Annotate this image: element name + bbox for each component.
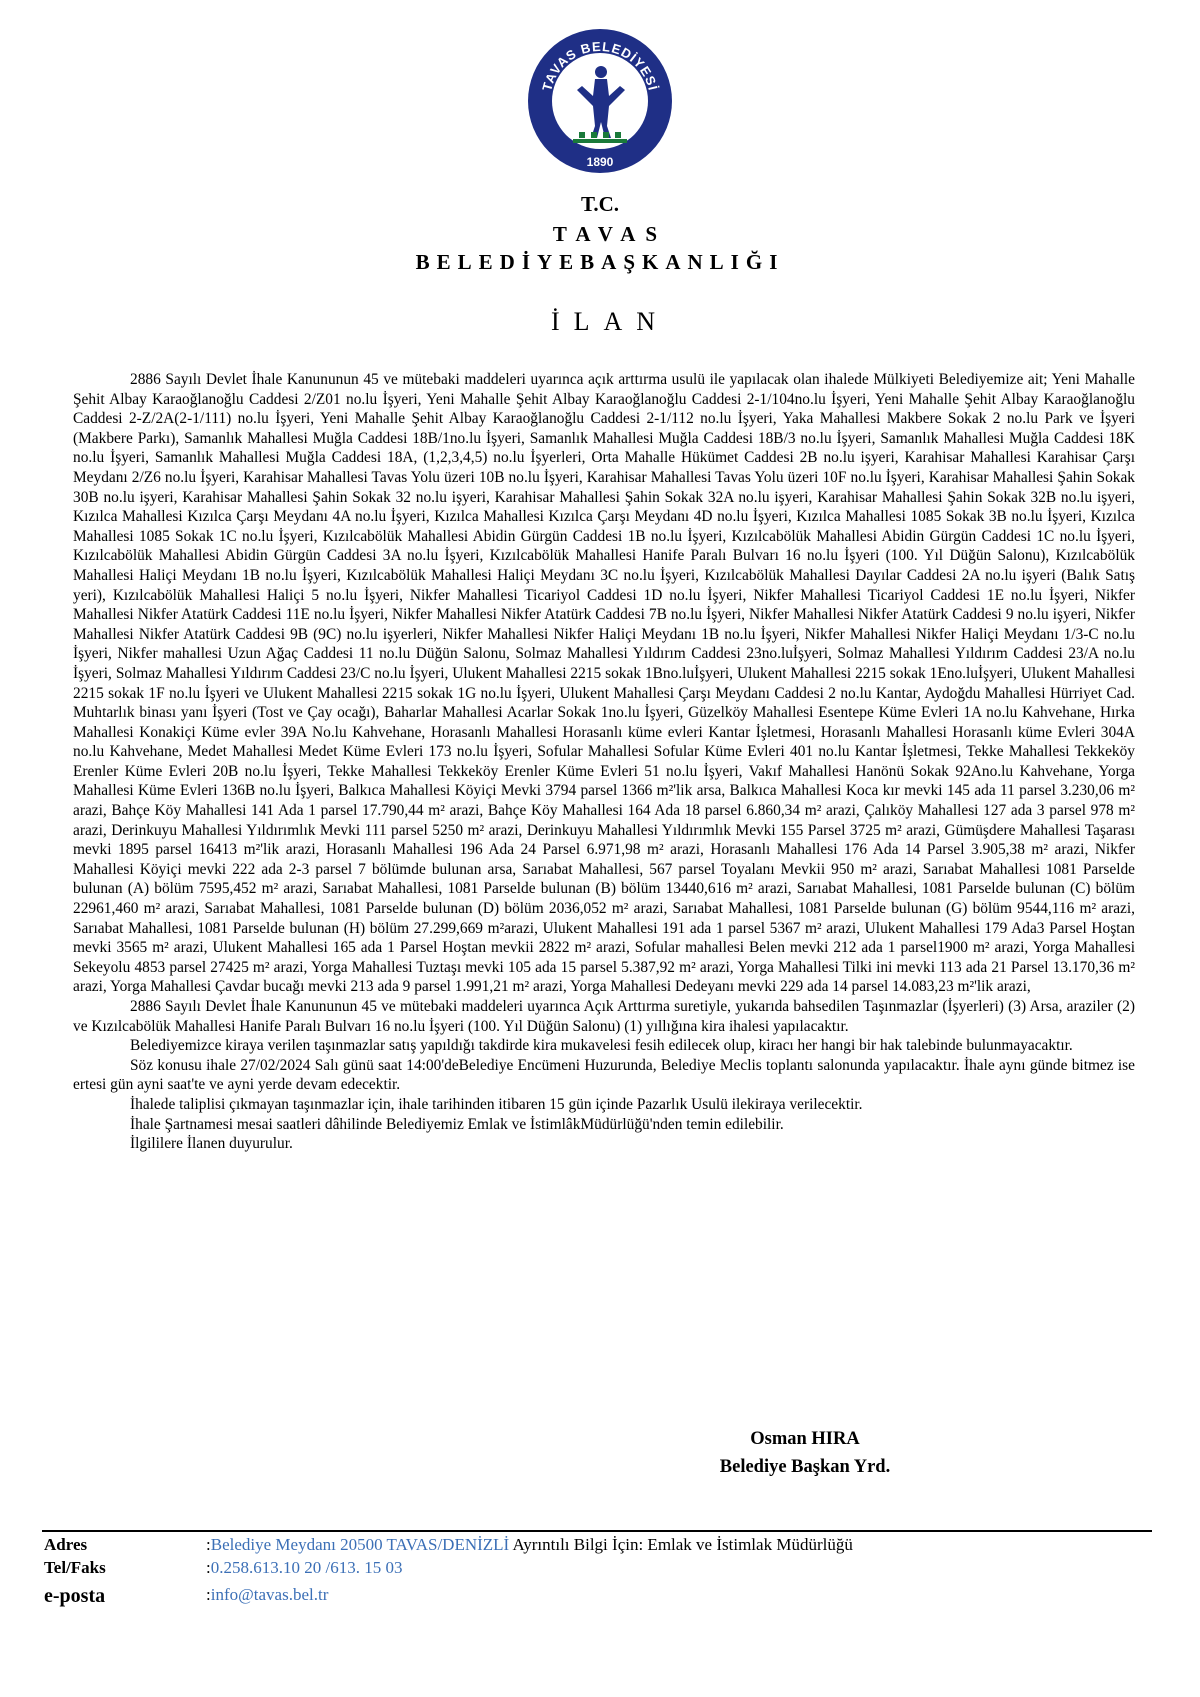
tel-value: 0.258.613.10 20 /613. 15 03 <box>210 1558 403 1577</box>
paragraph-property-list: 2886 Sayılı Devlet İhale Kanununun 45 ve mütebaki maddeleri uyarınca açık arttırma usulü ile yapılacak olan ihalede Mülkiyeti Belediyemize ait; Yeni Mahalle Şehit Albay Karaoğlanoğlu Caddesi 2/Z01 no.lu İşyeri, Yeni Mahalle Şehit Albay Karaoğlanoğlu Caddesi 2-1/104no.lu İşyeri, Yeni Mahalle Şehit Albay Karaoğlanoğlu Caddesi 2-Z/2A(2-1/111) no.lu İşyeri, Yeni Mahalle Şehit Albay Karaoğlanoğlu Caddesi 2-1/112 no.lu İşyeri, Yaka Mahallesi Makbere Sokak 2 no.lu Park ve İşyeri (Makbere Parkı), Samanlık Mahallesi Muğla Caddesi 18B/1no.lu İşyeri, Samanlık Mahallesi Muğla Caddesi 18B/3 no.lu İşyeri, Samanlık Mahallesi Muğla Caddesi 18K no.lu İşyeri, Samanlık Mahallesi Muğla Caddesi 18A, (1,2,3,4,5) no.lu İşyerleri, Orta Mahalle Hükümet Caddesi 2B no.lu işyeri, Karahisar Mahallesi Karahisar Çarşı Meydanı 2/Z6 no.lu İşyeri, Karahisar Mahallesi Tavas Yolu üzeri 10B no.lu İşyeri, Karahisar Mahallesi Tavas Yolu üzeri 10F no.lu İşyeri, Karahisar Mahallesi Şahin Sokak 30B no.lu işyeri, Karahisar Mahallesi Şahin Sokak 32 no.lu işyeri, Karahisar Mahallesi Şahin Sokak 32A no.lu işyeri, Karahisar Mahallesi Şahin Sokak 32B no.lu işyeri, Kızılca Mahallesi Kızılca Çarşı Meydanı 4A no.lu İşyeri, Kızılca Mahallesi Kızılca Çarşı Meydanı 4D no.lu İşyeri, Kızılca Mahallesi 1085 Sokak 3B no.lu İşyeri, Kızılca Mahallesi 1085 Sokak 1C no.lu İşyeri, Kızılcabölük Mahallesi Abidin Gürgün Caddesi 1B no.lu İşyeri, Kızılcabölük Mahallesi Abidin Gürgün Caddesi 1C no.lu İşyeri, Kızılcabölük Mahallesi Abidin Gürgün Caddesi 3A no.lu İşyeri, Kızılcabölük Mahallesi Hanife Paralı Bulvarı 16 no.lu İşyeri (100. Yıl Düğün Salonu), Kızılcabölük Mahallesi Haliçi Meydanı 1B no.lu İşyeri, Kızılcabölük Mahallesi Haliçi Meydanı 3C no.lu İşyeri, Kızılcabölük Mahallesi Dayılar Caddesi 2A no.lu işyeri (Balık Satış yeri), Kızılcabölük Mahallesi Haliçi 5 no.lu İşyeri, Nikfer Mahallesi Ticariyol Caddesi 1D no.lu İşyeri, Nikfer Mahallesi Ticariyol Caddesi 1E no.lu İşyeri, Nikfer Mahallesi Nikfer Atatürk Caddesi 11E no.lu İşyeri, Nikfer Mahallesi Nikfer Atatürk Caddesi 7B no.lu İşyeri, Nikfer Mahallesi Nikfer Atatürk Caddesi 9 no.lu işyeri, Nikfer Mahallesi Nikfer Atatürk Caddesi 9B (9C) no.lu işyerleri, Nikfer Mahallesi Nikfer Haliçi Meydanı 1B no.lu İşyeri, Nikfer Mahallesi Nikfer Haliçi Meydanı 1/3-C no.lu İşyeri, Nikfer mahallesi Uzun Ağaç Caddesi 11 no.lu Düğün Salonu, Solmaz Mahallesi Yıldırım Caddesi 23no.luİşyeri, Solmaz Mahallesi Yıldırım Caddesi 23/A no.lu İşyeri, Solmaz Mahallesi Yıldırım Caddesi 23/C no.lu İşyeri, Ulukent Mahallesi 2215 sokak 1Bno.luİşyeri, Ulukent Mahallesi 2215 sokak 1Eno.luİşyeri, Ulukent Mahallesi 2215 sokak 1F no.lu İşyeri ve Ulukent Mahallesi 2215 sokak 1G no.lu İşyeri, Ulukent Mahallesi Çarşı Meydanı Caddesi 2 no.lu Kantar, Aydoğdu Mahallesi Hürriyet Cad. Muhtarlık binası yanı İşyeri (Tost ve Çay ocağı), Baharlar Mahallesi Acarlar Sokak 1no.lu İşyeri, Güzelköy Mahallesi Esentepe Küme Evleri 1A no.lu Kahvehane, Hırka Mahallesi Konakiçi Küme evler 39A No.lu Kahvehane, Horasanlı Mahallesi Horasanlı küme evleri Kantar İşletmesi, Horasanlı Mahallesi Horasanlı küme Evleri 304A no.lu Kahvehane, Medet Mahallesi Medet Küme Evleri 173 no.lu İşyeri, Sofular Mahallesi Sofular Küme Evleri 401 no.lu Kantar İşletmesi, Tekke Mahallesi Tekkeköy Erenler Küme Evleri 20B no.lu İşyeri, Tekke Mahallesi Tekkeköy Erenler Küme Evleri 51 no.lu İşyeri, Vakıf Mahallesi Hanönü Sokak 92Ano.lu Kahvehane, Yorga Mahallesi Küme Evleri 136B no.lu İşyeri, Balkıca Mahallesi Köyiçi Mevki 3794 parsel 1366 m²'lik arsa, Balkıca Mahallesi Koca kır mevki 145 ada 11 parsel 3.230,06 m² arazi, Bahçe Köy Mahallesi 141 Ada 1 parsel 17.790,44 m² arazi, Bahçe Köy Mahallesi 164 Ada 18 parsel 6.860,34 m² arazi, Çalıköy Mahallesi 127 ada 3 parsel 978 m² arazi, Derinkuyu Mahallesi Yıldırımlık Mevki 111 parsel 5250 m² arazi, Derinkuyu Mahallesi Yıldırımlık Mevki 155 Parsel 3725 m² arazi, Gümüşdere Mahallesi Taşarası mevki 1895 parsel 16413 m²'lik arazi, Horasanlı Mahallesi 196 Ada 24 Parsel 6.971,98 m² arazi, Horasanlı Mahallesi 176 Ada 14 Parsel 3.905,38 m² arazi, Nikfer Mahallesi Köyiçi mevki 222 ada 2-3 parsel 7 bölümde bulunan arsa, Sarıabat Mahallesi, 567 parsel Toyalanı Mevkii 950 m² arazi, Sarıabat Mahallesi 1081 Parselde bulunan (A) bölüm 7595,452 m² arazi, Sarıabat Mahallesi, 1081 Parselde bulunan (B) bölüm 13440,616 m² arazi, Sarıabat Mahallesi, 1081 Parselde bulunan (C) bölüm 22961,460 m² arazi, Sarıabat Mahallesi, 1081 Parselde bulunan (D) bölüm 2036,052 m² arazi, Sarıabat Mahallesi, 1081 Parselde bulunan (G) bölüm 9544,116 m² arazi, Sarıabat Mahallesi, 1081 Parselde bulunan (H) bölüm 27.299,669 m²arazi, Ulukent Mahallesi 191 ada 1 parsel 5367 m² arazi, Ulukent Mahallesi 179 Ada3 Parsel Hoştan mevki 3565 m² arazi, Ulukent Mahallesi 165 ada 1 Parsel Hoştan mevkii 2822 m² arazi, Sofular mahallesi Belen mevki 212 ada 1 parsel1900 m² arazi, Yorga Mahallesi Sekeyolu 4853 parsel 27425 m² arazi, Yorga Mahallesi Tuztaşı mevki 105 ada 15 parsel 5.387,92 m² arazi, Yorga Mahallesi Tilki ini mevki 113 ada 21 Parsel 13.170,36 m² arazi, Yorga Mahallesi Çavdar bucağı mevki 213 ada 9 parsel 1.991,21 m² arazi, Yorga Mahallesi Dedeyanı mevki 229 ada 14 parsel 14.083,23 m²'lik arazi, <box>73 371 1135 996</box>
footer-divider <box>42 1530 1152 1532</box>
header-tavas: TAVAS <box>552 222 668 246</box>
logo-year: 1890 <box>586 155 614 169</box>
header-tc: T.C. <box>580 192 620 216</box>
signatory-title: Belediye Başkan Yrd. <box>719 1457 891 1477</box>
paragraph-lease-termination: Belediyemizce kiraya verilen taşınmazlar satış yapıldığı takdirde kira mukavelesi fesih edilecek olup, kiracı her hangi bir hak talebinde bulunmayacaktır. <box>130 1037 1073 1055</box>
header-belediye-baskanligi: BELEDİYEBAŞKANLIĞI <box>415 250 785 274</box>
tel-value-wrap: :0.258.613.10 20 /613. 15 03 <box>206 1558 403 1577</box>
municipality-logo <box>525 26 675 176</box>
email-label: e-posta <box>44 1585 106 1607</box>
email-link[interactable]: info@tavas.bel.tr <box>210 1585 329 1604</box>
paragraph-tender-basis: 2886 Sayılı Devlet İhale Kanununun 45 ve mütebaki maddeleri uyarınca Açık Arttırma suretiyle, yukarıda bahsedilen Taşınmazlar (İşyerleri) (3) Arsa, araziler (2) ve Kızılcabölük Mahallesi Hanife Paralı Bulvarı 16 no.lu İşyeri (100. Yıl Düğün Salonu) (1) yıllığına kira ihalesi yapılacaktır. <box>73 998 1135 1035</box>
logo-emblem-icon <box>525 26 675 176</box>
paragraph-closing: İlgililere İlanen duyurulur. <box>130 1135 293 1153</box>
announcement-body <box>73 370 1135 1154</box>
document-title: İLAN <box>550 307 670 336</box>
address-extra: Ayrıntılı Bilgi İçin: Emlak ve İstimlak Müdürlüğü <box>512 1535 853 1554</box>
signatory-name: Osman HIRA <box>750 1429 860 1449</box>
logo-ring-text: TAVAS BELEDİYESİ <box>539 38 661 93</box>
paragraph-tender-date: Söz konusu ihale 27/02/2024 Salı günü saat 14:00'deBelediye Encümeni Huzurunda, Belediye Meclis toplantı salonunda yapılacaktır. İhale aynı günde bitmez ise ertesi gün ayni saat'te ve ayni yerde devam edecektir. <box>73 1056 1135 1094</box>
address-label: Adres <box>44 1535 88 1554</box>
tel-label: Tel/Faks <box>44 1558 106 1577</box>
paragraph-negotiation: İhalede taliplisi çıkmayan taşınmazlar için, ihale tarihinden itibaren 15 gün içinde Pazarlık Usulü ilekiraya verilecektir. <box>130 1095 863 1113</box>
email-value-wrap: :info@tavas.bel.tr <box>206 1585 329 1604</box>
paragraph-specification: İhale Şartnamesi mesai saatleri dâhilinde Belediyemiz Emlak ve İstimlâkMüdürlüğü'nden temin edilebilir. <box>130 1115 784 1133</box>
signature-block <box>690 1425 920 1481</box>
address-value-wrap: :Belediye Meydanı 20500 TAVAS/DENİZLİ Ayrıntılı Bilgi İçin: Emlak ve İstimlak Müdürlüğü <box>206 1535 853 1554</box>
address-value: Belediye Meydanı 20500 TAVAS/DENİZLİ <box>210 1535 510 1554</box>
